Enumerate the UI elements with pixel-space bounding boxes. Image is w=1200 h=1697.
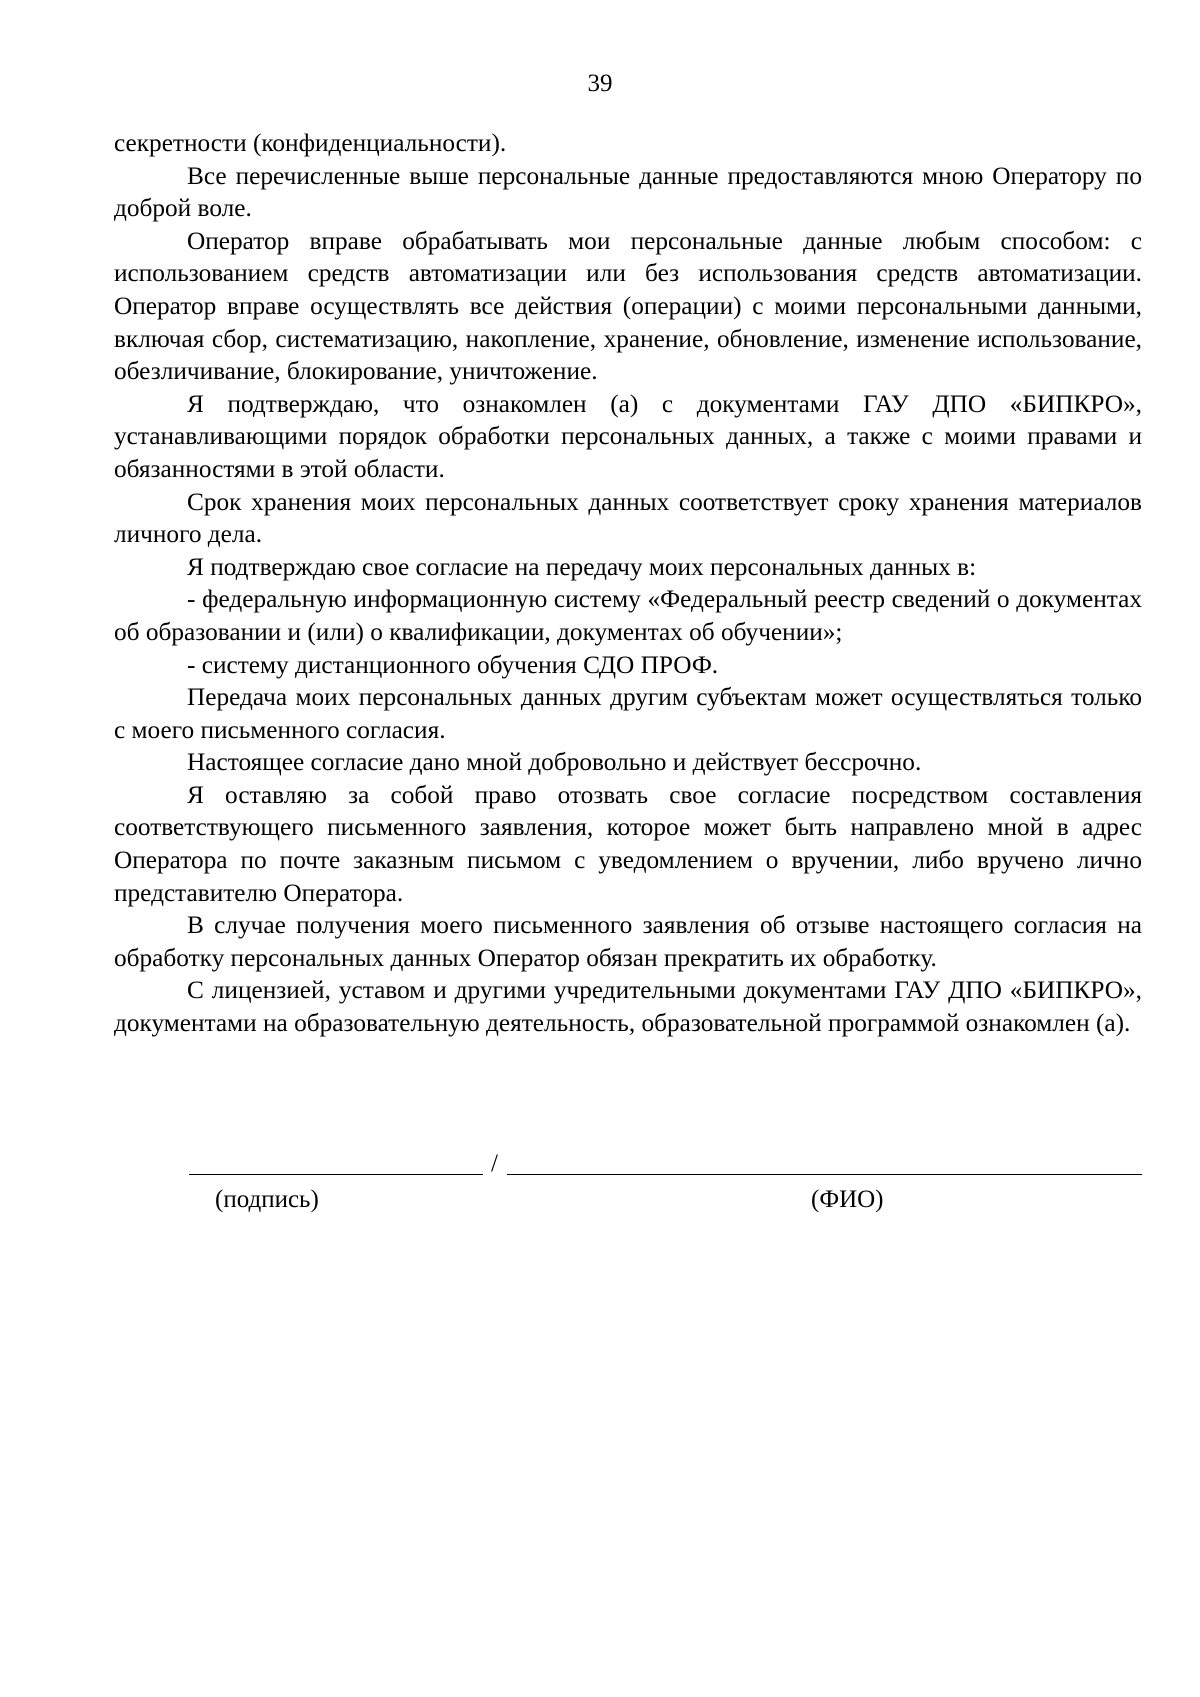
- list-item-federal-registry: - федеральную информационную систему «Федеральный реестр сведений о документах об образовании и (или) о квалификации, документах об обучении»;: [114, 585, 1142, 646]
- signature-line: [189, 1174, 483, 1175]
- full-name-label: (ФИО): [811, 1186, 884, 1213]
- paragraph-withdrawal-right: Я оставляю за собой право отозвать свое согласие посредством составления соответствующего письменного заявления, которое может быть направлено мной в адрес Оператора по почте заказным письмом с уведомлением о вручении, либо вручено лично представителю Оператора.: [114, 780, 1142, 907]
- paragraph-storage-period: Срок хранения моих персональных данных соответствует сроку хранения материалов личного дела.: [114, 487, 1142, 549]
- page-number: 39: [587, 70, 613, 97]
- paragraph-voluntary-provision: Все перечисленные выше персональные данные предоставляются мною Оператору по доброй воле.: [114, 161, 1142, 223]
- signature-label: (подпись): [215, 1186, 319, 1213]
- paragraph-license-familiarization: С лицензией, уставом и другими учредительными документами ГАУ ДПО «БИПКРО», документами на образовательную деятельность, образовательной программой ознакомлен (а).: [114, 976, 1142, 1038]
- paragraph-third-party-transfer: Передача моих персональных данных другим субъектам может осуществляться только с моего письменного согласия.: [114, 683, 1142, 744]
- paragraph-processing-methods: Оператор вправе обрабатывать мои персональные данные любым способом: с использованием средств автоматизации или без использования средств автоматизации. Оператор вправе осуществлять все действия (операции) с моими персональными данными, включая сбор, систематизацию, накопление, хранение, обновление, изменение использование, обезличивание, блокирование, уничтожение.: [114, 226, 1142, 386]
- paragraph-indefinite-consent: Настоящее согласие дано мной добровольно и действует бессрочно.: [187, 748, 922, 777]
- signature-block: [0, 1148, 1200, 1228]
- paragraph-familiarization: Я подтверждаю, что ознакомлен (а) с документами ГАУ ДПО «БИПКРО», устанавливающими порядок обработки персональных данных, а также с моими правами и обязанностями в этой области.: [114, 389, 1142, 483]
- paragraph-transfer-consent: Я подтверждаю свое согласие на передачу моих персональных данных в:: [187, 552, 977, 581]
- full-name-line: [507, 1174, 1142, 1175]
- paragraph-confidentiality-continuation: секретности (конфиденциальности).: [114, 129, 507, 157]
- document-body: [114, 127, 1142, 1040]
- signature-separator: /: [491, 1150, 498, 1177]
- list-item-distance-learning: - систему дистанционного обучения СДО ПРОФ.: [187, 650, 719, 679]
- paragraph-withdrawal-consequence: В случае получения моего письменного заявления об отзыве настоящего согласия на обработку персональных данных Оператор обязан прекратить их обработку.: [114, 911, 1142, 972]
